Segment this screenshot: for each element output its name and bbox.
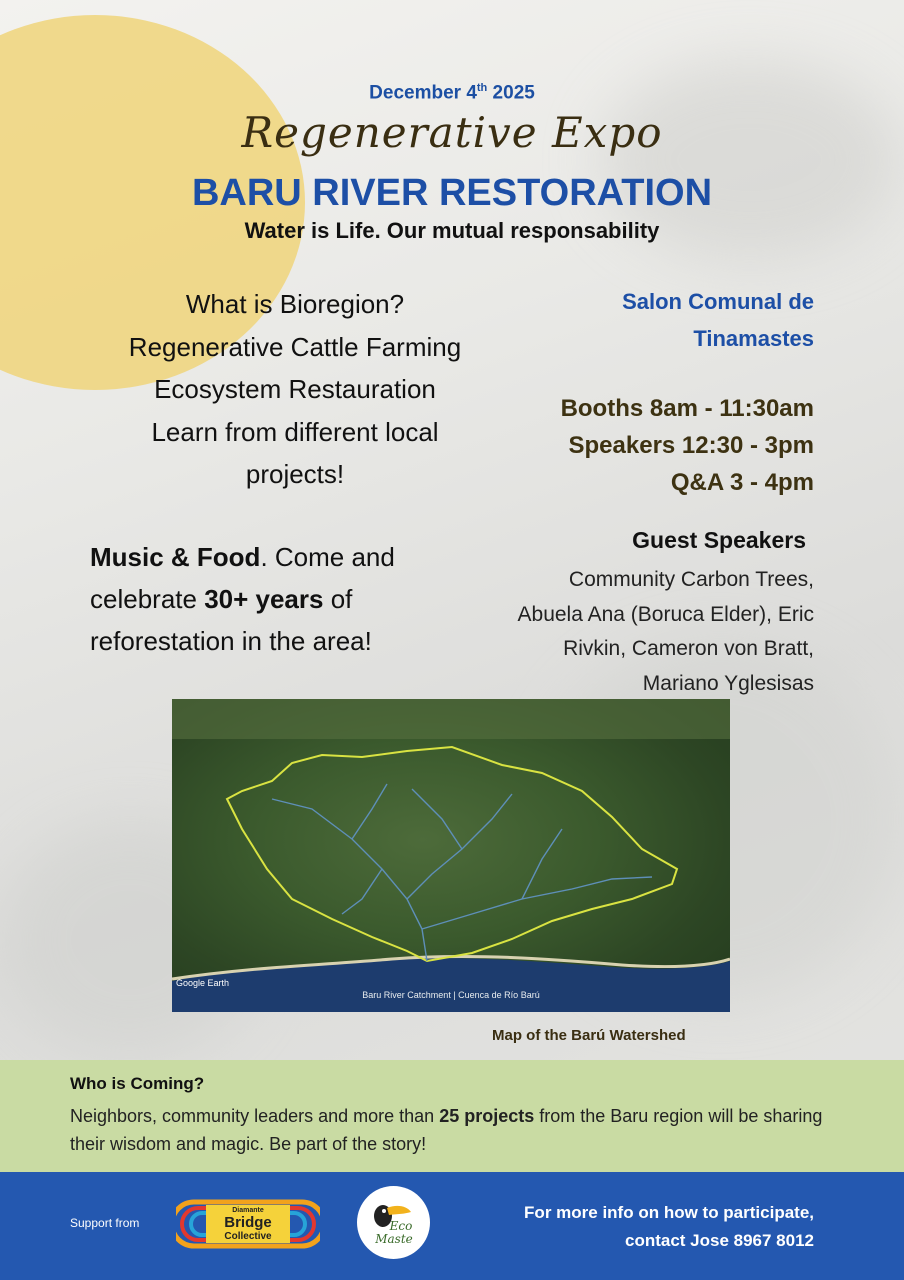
who-heading: Who is Coming? — [70, 1074, 205, 1093]
topic-line: Ecosystem Restauration — [154, 374, 436, 404]
contact-line: For more info on how to participate, — [524, 1203, 814, 1222]
event-date: December 4th 2025 — [369, 82, 535, 104]
support-label: Support from — [70, 1216, 140, 1230]
topic-line: Regenerative Cattle Farming — [128, 331, 462, 362]
bridge-collective-logo — [176, 1198, 320, 1250]
schedule-line: Q&A 3 - 4pm — [670, 469, 814, 496]
contact-info — [454, 1199, 814, 1255]
catchment-boundary — [227, 747, 677, 961]
logo-line: Diamante — [232, 1207, 264, 1214]
logo-line: Bridge — [224, 1214, 272, 1231]
topic-line: Learn from different local — [151, 416, 439, 447]
map-graphic — [172, 699, 730, 1012]
map-caption: Baru River Catchment | Cuenca de Río Barú — [362, 990, 540, 1000]
watershed-map — [172, 699, 730, 1012]
ecomaste-logo — [357, 1186, 430, 1259]
guest-line: Abuela Ana (Boruca Elder), Eric — [517, 602, 814, 626]
logo-line: Collective — [224, 1231, 272, 1242]
venue-line: Tinamastes — [693, 326, 814, 351]
guest-line: Community Carbon Trees, — [568, 568, 814, 591]
venue — [514, 283, 814, 357]
schedule-line: Speakers 12:30 - 3pm — [568, 432, 814, 459]
topic-line: projects! — [245, 459, 345, 489]
map-brand: Google Earth — [176, 978, 230, 988]
schedule-line: Booths 8am - 11:30am — [560, 395, 814, 422]
music-food-text: Music & Food. Come and celebrate 30+ years of reforestation in the area! — [90, 542, 395, 656]
map-label: Map of the Barú Watershed — [492, 1027, 686, 1044]
who-text: Neighbors, community leaders and more than 25 projects from the Baru region will be sharing their wisdom and magic. Be part of the story! — [70, 1106, 823, 1154]
venue-line: Salon Comunal de — [622, 289, 814, 314]
topic-line: What is Bioregion? — [185, 289, 405, 319]
guest-speakers-heading: Guest Speakers — [632, 527, 806, 553]
schedule — [474, 390, 814, 501]
river-network — [272, 784, 652, 961]
logo-line: Eco — [389, 1219, 413, 1233]
toucan-icon — [357, 1186, 430, 1259]
logo-line: Maste — [375, 1232, 413, 1246]
page-title: BARU RIVER RESTORATION — [191, 172, 713, 214]
guest-line: Mariano Yglesisas — [642, 671, 814, 695]
event-name: Regenerative Expo — [241, 108, 663, 157]
contact-line: contact Jose 8967 8012 — [624, 1231, 814, 1250]
topics-list — [85, 283, 505, 496]
guest-line: Rivkin, Cameron von Bratt, — [563, 637, 814, 660]
guest-speakers-list — [464, 563, 814, 701]
subtitle: Water is Life. Our mutual responsability — [244, 218, 660, 243]
